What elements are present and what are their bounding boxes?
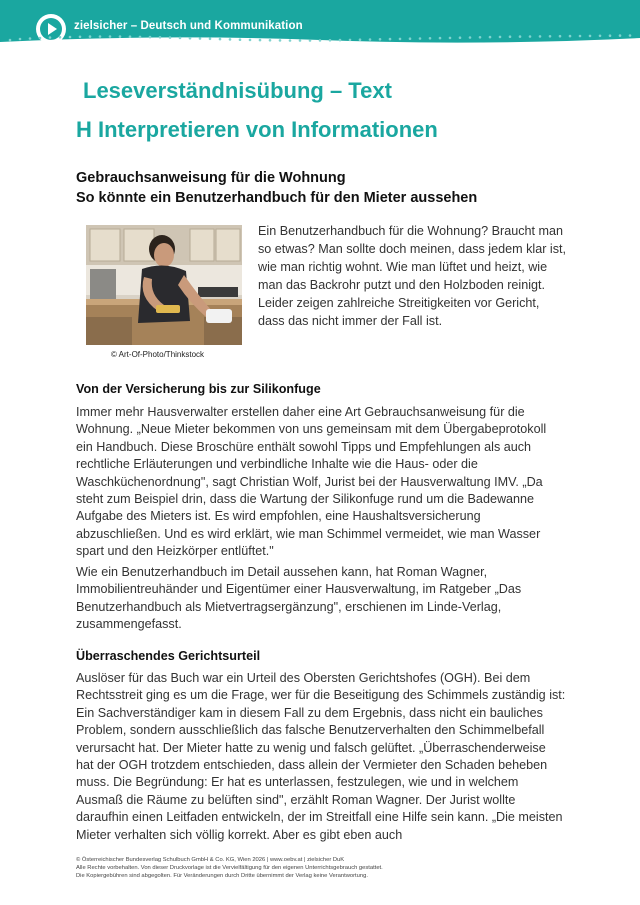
paragraph: Auslöser für das Buch war ein Urteil des Obersten Gerichtshofes (OGH). Bei dem Rechtsstreit ging es um die Frage, wer für die Beseitigung des Schimmels zuständig ist: Ein Sachverständiger kam in diesem Fall zu dem Ergebnis, dass nicht ein bauliches Problem, sondern ausschließlich das falsche Benutzerverhalten den Schimmelbefall verursacht hat. Der Mieter hatte zu wenig und falsch gelüftet. „Überraschenderweise hat der OGH trotzdem entschieden, dass allein der Vermieter den Schaden beheben muss. Die Begründung: Er hat es unterlassen, festzulegen, wie und in welchem Ausmaß die Räume zu belüften sind", erzählt Roman Wagner. Der Jurist wollte daraufhin einen Leitfaden entwickeln, der im Streitfall eine Hilfe sein kann. „Die meisten Mieter verhalten sich völlig korrekt. Aber es gibt eben auch: [76, 671, 566, 842]
intro-paragraph: Ein Benutzerhandbuch für die Wohnung? Braucht man so etwas? Man sollte doch meinen, dass jedem klar ist, wie man richtig wohnt. Wie man lüftet und heizt, wie man das Backrohr putzt und den Holzboden reinigt. Leider zeigen zahlreiche Streitigkeiten vor Gericht, dass das nicht immer der Fall ist.: [258, 224, 566, 328]
article-subtitle: So könnte ein Benutzerhandbuch für den Mieter aussehen: [76, 190, 478, 206]
brand-title: zielsicher – Deutsch und Kommunikation: [74, 20, 303, 32]
page-header: [0, 0, 640, 48]
footer-copyright: © Österreichischer Bundesverlag Schulbuch GmbH & Co. KG, Wien 2026 | www.oebv.at | zielsicher DuK: [76, 857, 345, 863]
paragraph: Wie ein Benutzerhandbuch im Detail aussehen kann, hat Roman Wagner, Immobilientreuhänder und Eigentümer einer Hausverwaltung, im Ratgeber „Das Benutzerhandbuch als Mietvertragsergänzung", erschienen im Linde-Verlag, zusammengefasst.: [76, 565, 522, 632]
heading-court-ruling: Überraschendes Gerichtsurteil: [76, 649, 261, 663]
dotted-border: [0, 34, 640, 48]
article-title: Gebrauchsanweisung für die Wohnung: [76, 170, 346, 186]
heading-insurance: Von der Versicherung bis zur Silikonfuge: [76, 382, 321, 396]
footer-rights: Alle Rechte vorbehalten. Von dieser Druckvorlage ist die Vervielfältigung für den eigenen Unterrichtsgebrauch gestattet.: [76, 865, 383, 871]
paragraph: Immer mehr Hausverwalter erstellen daher eine Art Gebrauchsanweisung für die Wohnung. „Neue Mieter bekommen von uns gemeinsam mit dem Übergabeprotokoll ein Handbuch. Diese Broschüre enthält sowohl Tipps und Empfehlungen als auch rechtliche Erläuterungen und verbindliche Inhalte wie die Haus- oder die Waschküchenordnung", sagt Christian Wolf, Jurist bei der Hausverwaltung IMV. „Da steht zum Beispiel drin, dass die Wartung der Silikonfuge rund um die Badewanne Aufgabe des Mieters ist. Es wird empfohlen, eine Haushaltsversicherung abzuschließen. Und es wird erklärt, wie man Schimmel vermeidet, wie man Wasser spart und den Heizkörper entlüftet.": [76, 405, 547, 559]
exercise-title: Leseverständnisübung – Text: [83, 78, 392, 103]
kitchen-photo: [86, 225, 242, 345]
photo-credit: © Art-Of-Photo/Thinkstock: [111, 350, 205, 359]
section-title: H Interpretieren von Informationen: [76, 117, 438, 142]
footer-fees: Die Kopiergebühren sind abgegolten. Für Veränderungen durch Dritte übernimmt der Verlag keine Verantwortung.: [76, 873, 368, 879]
page-footer: [76, 856, 596, 880]
